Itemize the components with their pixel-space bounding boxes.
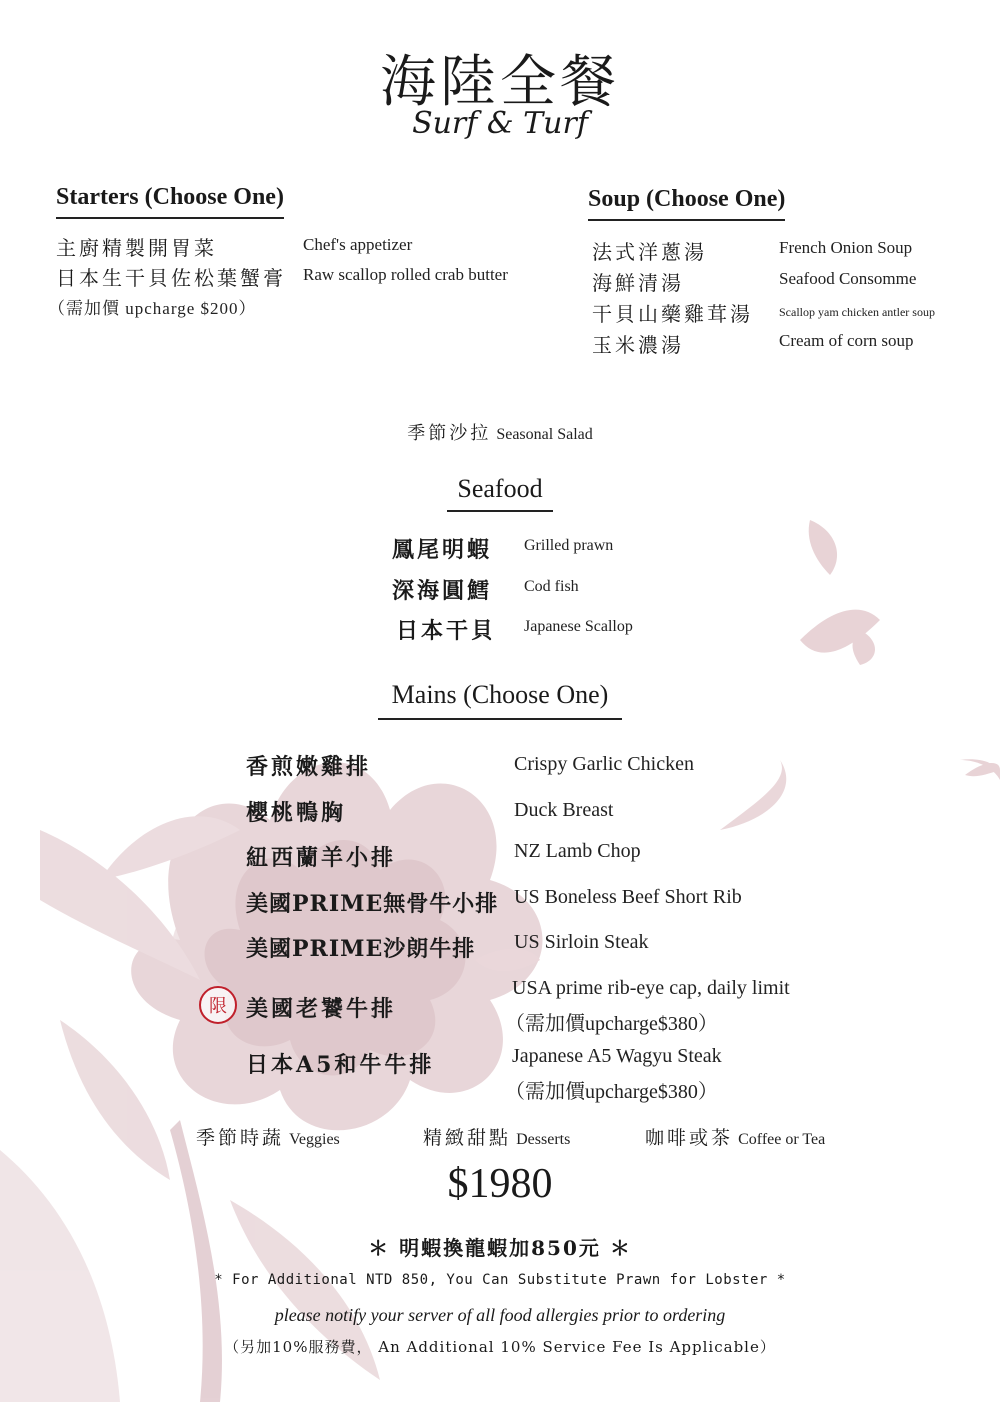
starters-heading: Starters (Choose One) <box>56 184 284 219</box>
main-item-zh: 美國老饕牛排 <box>246 996 397 1022</box>
main-item-en: US Boneless Beef Short Rib <box>514 886 742 908</box>
salad-line <box>0 419 1000 445</box>
extra-item-en: Coffee or Tea <box>738 1131 826 1148</box>
seafood-item-en: Cod fish <box>524 578 579 595</box>
soup-item-en: Cream of corn soup <box>779 331 914 350</box>
main-item-zh: 日本A5和牛牛排 <box>246 1052 435 1078</box>
seafood-item-zh: 日本干貝 <box>396 618 497 644</box>
main-item-zh: 香煎嫩雞排 <box>246 754 372 780</box>
main-item-en: Crispy Garlic Chicken <box>514 753 694 775</box>
main-item-en: US Sirloin Steak <box>514 931 649 953</box>
mains-heading: Mains (Choose One) <box>378 680 623 720</box>
main-item-en: Japanese A5 Wagyu Steak <box>512 1045 722 1067</box>
main-item-zh: 櫻桃鴨胸 <box>246 800 347 826</box>
main-item-zh: 紐西蘭羊小排 <box>246 845 397 871</box>
soup-item-zh: 干貝山藥雞茸湯 <box>592 302 753 326</box>
extra-item <box>196 1123 340 1150</box>
extra-item-en: Desserts <box>516 1131 571 1148</box>
starter-item-en: Raw scallop rolled crab butter <box>303 265 508 284</box>
salad-en: Seasonal Salad <box>496 426 593 443</box>
soup-item-en: Scallop yam chicken antler soup <box>779 305 935 319</box>
seafood-item-zh: 深海圓鱈 <box>392 578 493 604</box>
allergy-note: please notify your server of all food allergies prior to ordering <box>274 1305 726 1325</box>
extra-item <box>645 1123 825 1150</box>
main-item-en: USA prime rib-eye cap, daily limit <box>512 977 790 999</box>
extra-item-zh: 季節時蔬 <box>196 1127 285 1149</box>
soup-heading: Soup (Choose One) <box>588 186 785 221</box>
extra-item-zh: 精緻甜點 <box>423 1127 512 1149</box>
extra-item-zh: 咖啡或茶 <box>645 1127 734 1149</box>
seafood-item-en: Japanese Scallop <box>524 618 633 635</box>
main-item-upcharge: （需加價upcharge$380） <box>505 1081 718 1103</box>
daily-limit-badge: 限 <box>199 986 237 1024</box>
main-item-en: NZ Lamb Chop <box>514 840 641 862</box>
starter-upcharge-note: （需加價 upcharge $200） <box>48 299 257 318</box>
seafood-heading: Seafood <box>447 474 552 512</box>
main-item-zh: 美國PRIME無骨牛小排 <box>246 891 499 917</box>
salad-zh: 季節沙拉 <box>407 423 492 444</box>
seafood-item-en: Grilled prawn <box>524 537 614 554</box>
lobster-note-zh: ＊ 明蝦換龍蝦加850元 ＊ <box>368 1236 632 1260</box>
extra-item-en: Veggies <box>289 1131 340 1148</box>
main-item-zh: 美國PRIME沙朗牛排 <box>246 936 476 962</box>
extra-item <box>423 1123 570 1150</box>
set-price: $1980 <box>447 1161 553 1207</box>
soup-item-zh: 法式洋蔥湯 <box>592 240 707 264</box>
starter-item-zh: 日本生干貝佐松葉蟹膏 <box>56 266 286 290</box>
lobster-note-en: * For Additional NTD 850, You Can Substitute Prawn for Lobster * <box>214 1272 786 1288</box>
soup-item-zh: 海鮮清湯 <box>592 271 684 295</box>
starter-item-zh: 主廚精製開胃菜 <box>56 236 217 260</box>
service-fee-note: （另加10%服務費， An Additional 10% Service Fee Is Applicable） <box>224 1338 776 1356</box>
menu-title-chinese: 海陸全餐 <box>380 50 620 115</box>
seafood-heading-wrap <box>0 474 1000 512</box>
soup-item-en: Seafood Consomme <box>779 269 917 288</box>
main-item-upcharge: （需加價upcharge$380） <box>505 1013 718 1035</box>
soup-item-zh: 玉米濃湯 <box>592 333 684 357</box>
main-item-en: Duck Breast <box>514 799 614 821</box>
soup-item-en: French Onion Soup <box>779 238 913 257</box>
menu-title-english: Surf & Turf <box>412 106 588 141</box>
seafood-item-zh: 鳳尾明蝦 <box>392 537 493 563</box>
mains-heading-wrap <box>0 680 1000 720</box>
starter-item-en: Chef's appetizer <box>303 235 413 254</box>
